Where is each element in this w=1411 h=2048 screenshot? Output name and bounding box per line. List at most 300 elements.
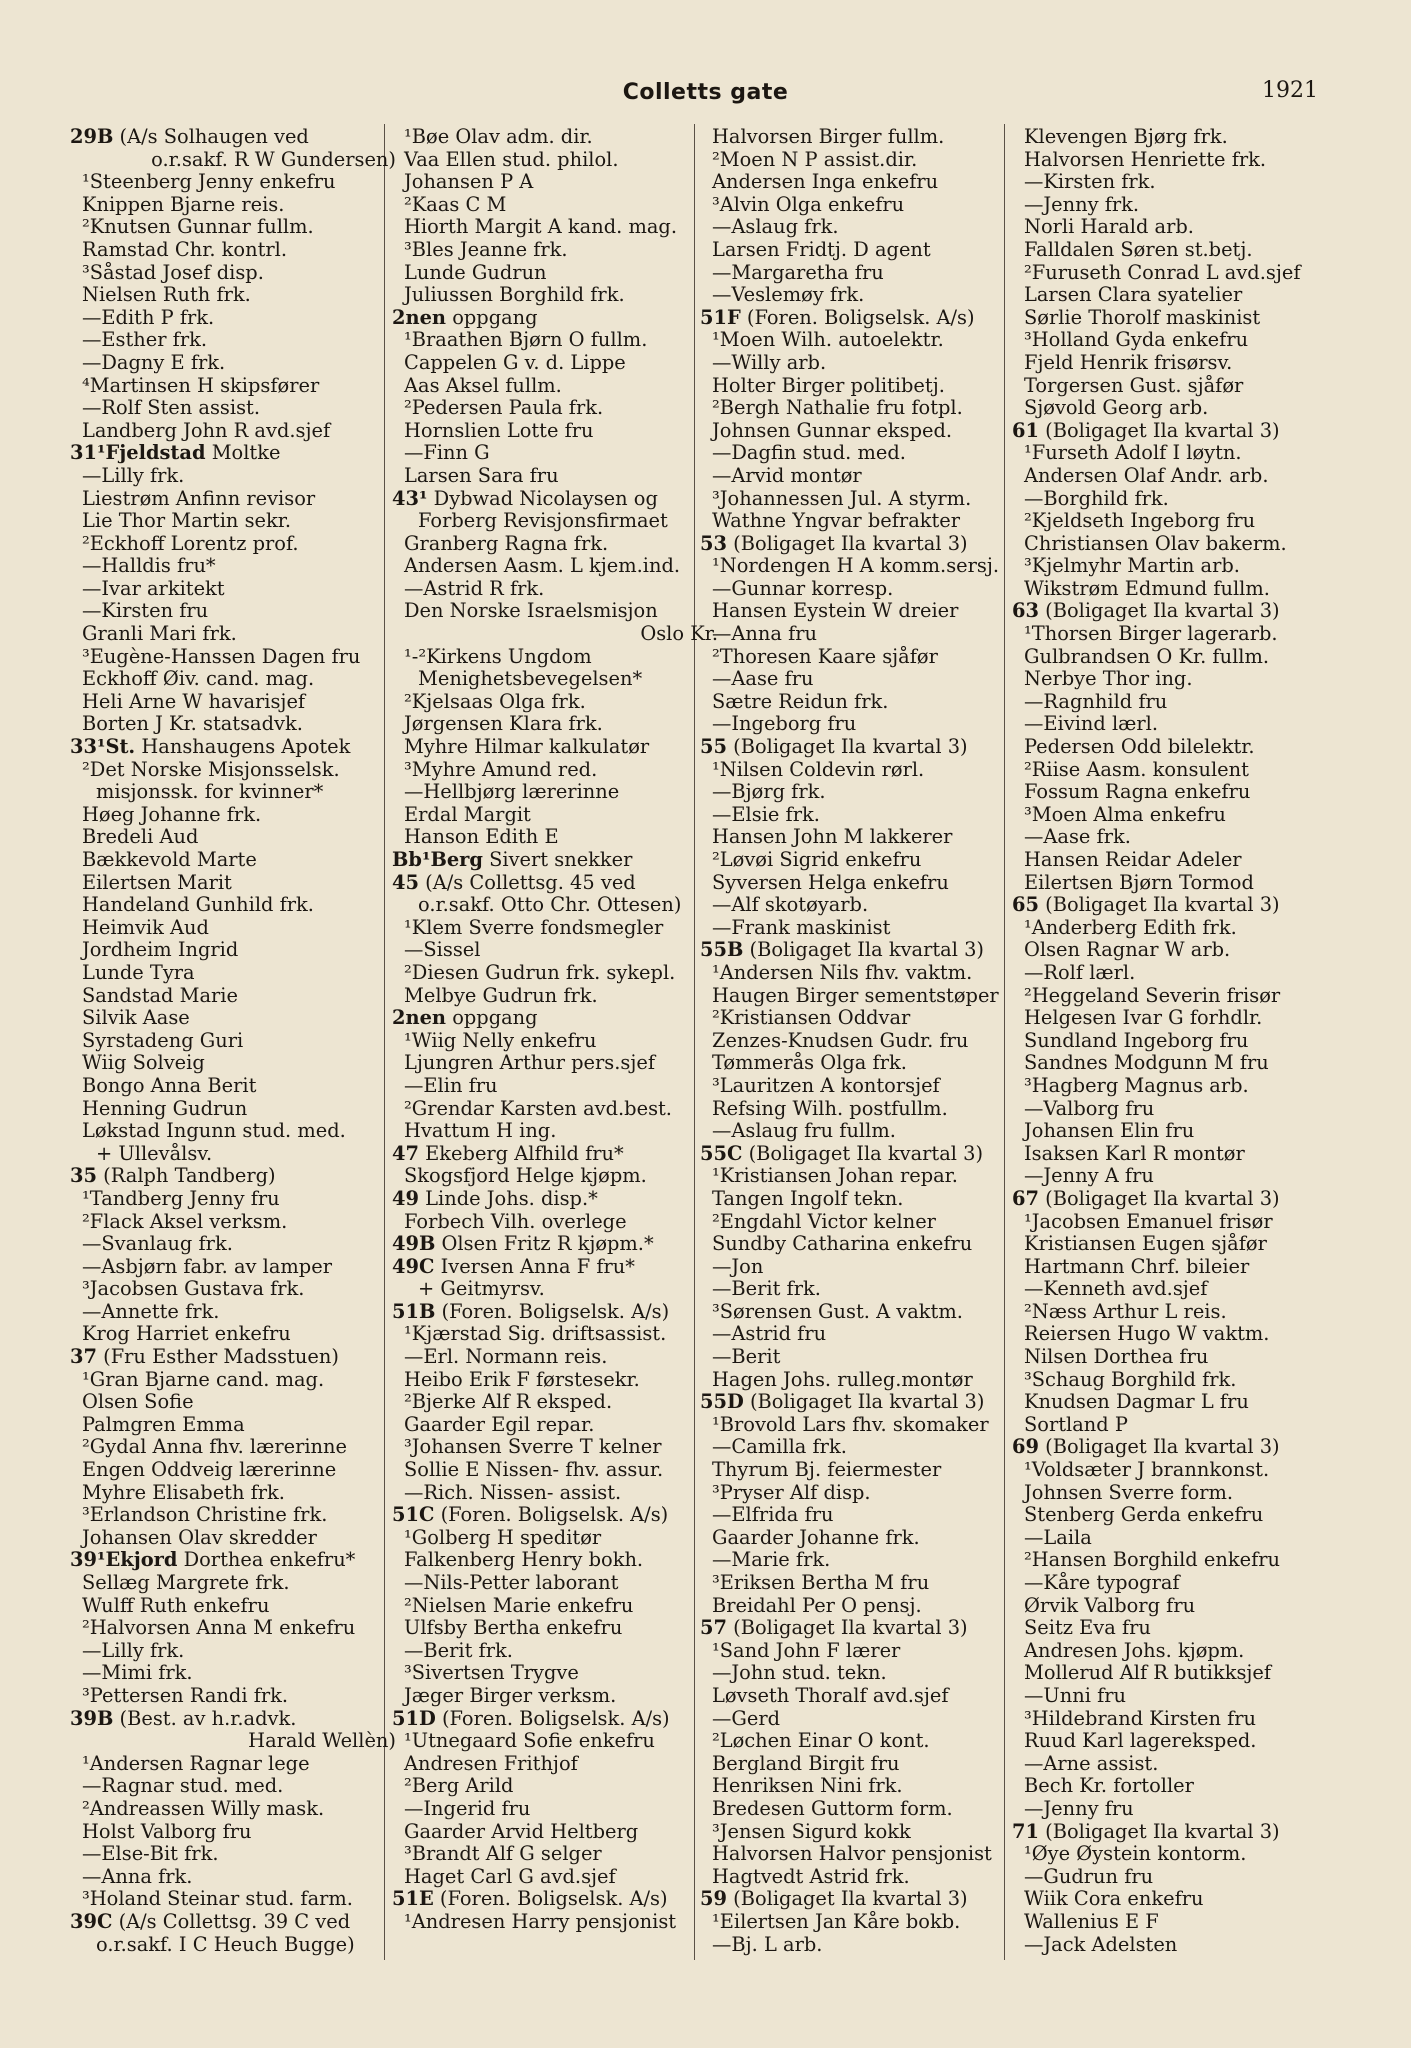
- directory-line: ²Pedersen Paula frk.: [404, 397, 604, 420]
- directory-line: ³Pettersen Randi frk.: [82, 1684, 289, 1707]
- directory-line: Mollerud Alf R butikksjef: [1024, 1662, 1272, 1685]
- directory-line: 55C (Boligaget Ila kvartal 3): [700, 1142, 984, 1165]
- directory-line: Hartmann Chrf. bileier: [1024, 1255, 1250, 1278]
- directory-line: —Valborg fru: [1024, 1097, 1155, 1120]
- directory-line: —Astrid fru: [712, 1323, 827, 1346]
- directory-line: 55 (Boligaget Ila kvartal 3): [700, 736, 968, 759]
- directory-line: Bech Kr. fortoller: [1024, 1775, 1194, 1798]
- directory-line: Bredesen Guttorm form.: [712, 1797, 953, 1820]
- directory-line: Jæger Birger verksm.: [404, 1684, 617, 1707]
- directory-line: Aas Aksel fullm.: [404, 374, 562, 397]
- directory-line: ²Diesen Gudrun frk. sykepl.: [404, 961, 676, 984]
- directory-line: Wathne Yngvar befrakter: [712, 510, 961, 533]
- directory-line: Forbech Vilh. overlege: [404, 1210, 627, 1233]
- directory-line: Melbye Gudrun frk.: [404, 984, 598, 1007]
- directory-line: Larsen Sara fru: [404, 464, 559, 487]
- directory-line: —Aslaug fru fullm.: [712, 1120, 896, 1143]
- directory-line: ²Moen N P assist.dir.: [712, 148, 918, 171]
- directory-line: —Jon: [712, 1255, 764, 1278]
- directory-line: ¹Thorsen Birger lagerarb.: [1024, 623, 1278, 646]
- directory-line: —Gunnar korresp.: [712, 577, 894, 600]
- directory-line: 49C Iversen Anna F fru*: [392, 1255, 635, 1278]
- directory-line: —Marie frk.: [712, 1549, 831, 1572]
- directory-line: Sundland Ingeborg fru: [1024, 1029, 1249, 1052]
- directory-line: Haget Carl G avd.sjef: [404, 1865, 616, 1888]
- directory-line: Tømmerås Olga frk.: [712, 1052, 907, 1075]
- directory-line: —Mimi frk.: [82, 1662, 193, 1685]
- directory-line: Ulfsby Bertha enkefru: [404, 1617, 623, 1640]
- directory-line: —Asbjørn fabr. av lamper: [82, 1255, 332, 1278]
- directory-line: Skogsfjord Helge kjøpm.: [404, 1165, 647, 1188]
- directory-line: Krog Harriet enkefru: [82, 1323, 291, 1346]
- directory-line: Lunde Gudrun: [404, 261, 547, 284]
- directory-line: ³Moen Alma enkefru: [1024, 803, 1226, 826]
- directory-line: ²Kjelsaas Olga frk.: [404, 690, 586, 713]
- directory-line: Erdal Margit: [404, 803, 531, 826]
- directory-line: ¹Anderberg Edith frk.: [1024, 916, 1237, 939]
- directory-line: ³Sivertsen Trygve: [404, 1662, 579, 1685]
- directory-line: —Ivar arkitekt: [82, 577, 225, 600]
- directory-line: 47 Ekeberg Alfhild fru*: [392, 1142, 624, 1165]
- directory-line: o.r.sakf. I C Heuch Bugge): [96, 1933, 355, 1956]
- directory-line: —Arne assist.: [1024, 1752, 1159, 1775]
- directory-line: ²Engdahl Victor kelner: [712, 1210, 936, 1233]
- directory-line: 31¹Fjeldstad Moltke: [70, 442, 281, 465]
- directory-line: 63 (Boligaget Ila kvartal 3): [1012, 600, 1280, 623]
- directory-line: ¹Wiig Nelly enkefru: [404, 1029, 597, 1052]
- directory-line: Larsen Fridtj. D agent: [712, 238, 931, 261]
- directory-line: ¹Steenberg Jenny enkefru: [82, 171, 336, 194]
- directory-line: Harald Wellèn): [248, 1730, 396, 1753]
- directory-line: ¹Sand John F lærer: [712, 1639, 901, 1662]
- directory-line: Gaarder Egil repar.: [404, 1413, 595, 1436]
- directory-line: 51D (Foren. Boligselsk. A/s): [392, 1707, 670, 1730]
- directory-line: —Jenny A fru: [1024, 1165, 1154, 1188]
- directory-line: ³Kjelmyhr Martin arb.: [1024, 555, 1240, 578]
- directory-line: + Ullevålsv.: [96, 1142, 213, 1165]
- directory-line: Falkenberg Henry bokh.: [404, 1549, 644, 1572]
- directory-line: Olsen Ragnar W arb.: [1024, 939, 1231, 962]
- directory-line: + Geitmyrsv.: [418, 1278, 545, 1301]
- directory-line: —Borghild frk.: [1024, 487, 1169, 510]
- directory-line: 2nen oppgang: [392, 1007, 538, 1030]
- directory-line: ²Løvøi Sigrid enkefru: [712, 849, 922, 871]
- directory-line: —Kåre typograf: [1024, 1572, 1180, 1594]
- directory-line: Lie Thor Martin sekr.: [82, 510, 292, 533]
- directory-line: ²Kjeldseth Ingeborg fru: [1024, 510, 1256, 533]
- directory-line: —Astrid R frk.: [404, 577, 545, 600]
- directory-line: Zenzes-Knudsen Gudr. fru: [712, 1029, 969, 1052]
- directory-line: 45 (A/s Collettsg. 45 ved: [392, 871, 636, 894]
- directory-line: —Dagfin stud. med.: [712, 442, 906, 465]
- directory-line: —Gerd: [712, 1707, 781, 1730]
- directory-line: —John stud. tekn.: [712, 1662, 887, 1685]
- directory-line: —Margaretha fru: [712, 261, 884, 284]
- directory-line: Sørlie Thorolf maskinist: [1024, 306, 1261, 329]
- directory-line: —Berit frk.: [712, 1278, 821, 1301]
- directory-line: Olsen Sofie: [82, 1391, 194, 1414]
- directory-line: Sjøvold Georg arb.: [1024, 397, 1209, 420]
- directory-line: 55B (Boligaget Ila kvartal 3): [700, 939, 984, 962]
- directory-line: ¹Voldsæter J brannkonst.: [1024, 1459, 1270, 1482]
- directory-line: ²Bergh Nathalie fru fotpl.: [712, 397, 963, 420]
- directory-line: ¹Andersen Ragnar lege: [82, 1752, 310, 1775]
- directory-line: ¹Utnegaard Sofie enkefru: [404, 1730, 655, 1753]
- directory-line: Gaarder Arvid Heltberg: [404, 1820, 639, 1843]
- directory-line: Pedersen Odd bilelektr.: [1024, 736, 1255, 759]
- directory-line: Løvseth Thoralf avd.sjef: [712, 1684, 949, 1707]
- directory-line: ³Holand Steinar stud. farm.: [82, 1888, 353, 1911]
- directory-line: ³Jensen Sigurd kokk: [712, 1820, 911, 1843]
- directory-line: —Kirsten fru: [82, 600, 209, 623]
- directory-line: Ørvik Valborg fru: [1024, 1594, 1196, 1617]
- directory-line: Thyrum Bj. feiermester: [712, 1459, 942, 1482]
- directory-line: ³Sørensen Gust. A vaktm.: [712, 1300, 963, 1323]
- directory-line: ³Alvin Olga enkefru: [712, 193, 905, 216]
- directory-line: Ljungren Arthur pers.sjef: [404, 1052, 656, 1075]
- directory-line: —Laila: [1024, 1526, 1092, 1549]
- directory-line: Syversen Helga enkefru: [712, 871, 949, 894]
- directory-line: —Jenny fru: [1024, 1797, 1134, 1820]
- directory-line: ²Grendar Karsten avd.best.: [404, 1097, 672, 1120]
- directory-line: Halvorsen Halvor pensjonist: [712, 1843, 992, 1866]
- directory-line: Seitz Eva fru: [1024, 1617, 1151, 1640]
- directory-line: 71 (Boligaget Ila kvartal 3): [1012, 1820, 1280, 1843]
- directory-line: —Esther frk.: [82, 329, 208, 352]
- directory-line: Kristiansen Eugen sjåfør: [1024, 1233, 1267, 1256]
- directory-line: —Finn G: [404, 442, 490, 465]
- directory-line: —Jack Adelsten: [1024, 1933, 1178, 1956]
- directory-line: Reiersen Hugo W vaktm.: [1024, 1323, 1270, 1346]
- directory-line: 65 (Boligaget Ila kvartal 3): [1012, 894, 1280, 917]
- directory-line: o.r.sakf. Otto Chr. Ottesen): [418, 894, 682, 917]
- directory-line: ¹Øye Øystein kontorm.: [1024, 1843, 1247, 1866]
- directory-line: Andersen Inga enkefru: [712, 171, 939, 194]
- page-number: 1921: [1262, 78, 1318, 103]
- directory-line: ²Halvorsen Anna M enkefru: [82, 1617, 356, 1640]
- directory-line: —Eivind lærl.: [1024, 713, 1159, 736]
- directory-line: Oslo Kr.: [640, 623, 718, 646]
- directory-line: Syrstadeng Guri: [82, 1029, 244, 1052]
- directory-line: Liestrøm Anfinn revisor: [82, 487, 316, 510]
- directory-line: ¹Furseth Adolf I løytn.: [1024, 442, 1242, 465]
- directory-line: Fjeld Henrik frisørsv.: [1024, 351, 1233, 374]
- directory-line: —Anna fru: [712, 623, 818, 646]
- directory-line: Bb¹Berg Sivert snekker: [392, 849, 633, 871]
- directory-line: ¹Brovold Lars fhv. skomaker: [712, 1413, 989, 1436]
- directory-line: ²Andreassen Willy mask.: [82, 1797, 325, 1820]
- directory-line: —Elsie frk.: [712, 803, 820, 826]
- directory-line: Hansen Reidar Adeler: [1024, 849, 1242, 871]
- directory-line: 39C (A/s Collettsg. 39 C ved: [70, 1910, 351, 1933]
- directory-line: —Aase fru: [712, 668, 814, 691]
- directory-line: Wallenius E F: [1024, 1910, 1159, 1933]
- directory-line: —Arvid montør: [712, 464, 862, 487]
- directory-line: Wulff Ruth enkefru: [82, 1594, 270, 1617]
- directory-line: Haugen Birger sementstøper: [712, 984, 999, 1007]
- directory-line: —Berit: [712, 1346, 781, 1369]
- directory-line: Granli Mari frk.: [82, 623, 237, 646]
- directory-line: ²Gydal Anna fhv. lærerinne: [82, 1436, 348, 1459]
- directory-line: Knudsen Dagmar L fru: [1024, 1391, 1249, 1414]
- directory-line: 37 (Fru Esther Madsstuen): [70, 1346, 339, 1369]
- directory-line: —Else-Bit frk.: [82, 1843, 219, 1866]
- directory-line: Henriksen Nini frk.: [712, 1775, 903, 1798]
- directory-line: —Dagny E frk.: [82, 351, 226, 374]
- directory-line: Nielsen Ruth frk.: [82, 284, 251, 307]
- directory-line: Menighetsbevegelsen*: [418, 668, 643, 691]
- directory-line: Bredeli Aud: [82, 826, 199, 849]
- directory-line: —Camilla frk.: [712, 1436, 847, 1459]
- directory-line: —Halldis fru*: [82, 555, 216, 578]
- directory-line: Lunde Tyra: [82, 961, 195, 984]
- directory-line: Halvorsen Henriette frk.: [1024, 148, 1267, 171]
- directory-line: ³Hildebrand Kirsten fru: [1024, 1707, 1257, 1730]
- column-1: [70, 126, 400, 1956]
- directory-line: —Berit frk.: [404, 1639, 513, 1662]
- directory-line: ³Holland Gyda enkefru: [1024, 329, 1249, 352]
- directory-line: ²Bjerke Alf R eksped.: [404, 1391, 613, 1414]
- directory-line: Gaarder Johanne frk.: [712, 1526, 920, 1549]
- directory-line: Bongo Anna Berit: [82, 1074, 257, 1097]
- directory-line: Sellæg Margrete frk.: [82, 1572, 290, 1594]
- directory-line: Heimvik Aud: [82, 916, 209, 939]
- directory-line: 51C (Foren. Boligselsk. A/s): [392, 1504, 669, 1527]
- directory-line: ²Nielsen Marie enkefru: [404, 1594, 634, 1617]
- directory-line: ²Heggeland Severin frisør: [1024, 984, 1281, 1007]
- directory-line: 39B (Best. av h.r.advk.: [70, 1707, 297, 1730]
- directory-line: —Aslaug frk.: [712, 216, 839, 239]
- directory-line: Forberg Revisjonsfirmaet: [418, 510, 668, 533]
- directory-line: Hornslien Lotte fru: [404, 419, 594, 442]
- directory-line: Palmgren Emma: [82, 1413, 245, 1436]
- directory-line: ²Kaas C M: [404, 193, 507, 216]
- directory-line: 29B (A/s Solhaugen ved: [70, 126, 309, 148]
- directory-line: Isaksen Karl R montør: [1024, 1142, 1245, 1165]
- directory-line: 35 (Ralph Tandberg): [70, 1165, 276, 1188]
- directory-line: Cappelen G v. d. Lippe: [404, 351, 626, 374]
- directory-line: ¹Andresen Harry pensjonist: [404, 1910, 677, 1933]
- directory-line: Høeg Johanne frk.: [82, 803, 262, 826]
- directory-line: Andersen Olaf Andr. arb.: [1024, 464, 1269, 487]
- directory-line: —Ragnhild fru: [1024, 690, 1168, 713]
- directory-line: Hansen John M lakkerer: [712, 826, 953, 849]
- directory-line: Andersen Aasm. L kjem.ind.: [404, 555, 681, 578]
- directory-line: 59 (Boligaget Ila kvartal 3): [700, 1888, 968, 1911]
- column-2: [392, 126, 722, 1934]
- column-4: [1012, 126, 1342, 1956]
- directory-line: —Rolf Sten assist.: [82, 397, 260, 420]
- directory-line: 55D (Boligaget Ila kvartal 3): [700, 1391, 985, 1414]
- directory-line: ²Eckhoff Lorentz prof.: [82, 532, 299, 555]
- directory-line: ²Løchen Einar O kont.: [712, 1730, 930, 1753]
- directory-line: Vaa Ellen stud. philol.: [404, 148, 619, 171]
- directory-line: Jordheim Ingrid: [82, 939, 239, 962]
- directory-line: 61 (Boligaget Ila kvartal 3): [1012, 419, 1280, 442]
- directory-line: ²Berg Arild: [404, 1775, 514, 1798]
- directory-line: —Svanlaug frk.: [82, 1233, 233, 1256]
- directory-line: Halvorsen Birger fullm.: [712, 126, 945, 148]
- directory-line: ¹Eilertsen Jan Kåre bokb.: [712, 1910, 961, 1933]
- directory-line: Johansen P A: [404, 171, 534, 194]
- directory-line: o.r.sakf. R W Gundersen): [151, 148, 396, 171]
- directory-line: ¹Bøe Olav adm. dir.: [404, 126, 593, 148]
- directory-line: 57 (Boligaget Ila kvartal 3): [700, 1617, 968, 1640]
- directory-line: Refsing Wilh. postfullm.: [712, 1097, 948, 1120]
- directory-line: Borten J Kr. statsadvk.: [82, 713, 303, 736]
- directory-line: ¹Andersen Nils fhv. vaktm.: [712, 961, 973, 984]
- directory-line: —Ingerid fru: [404, 1797, 531, 1820]
- directory-line: Jørgensen Klara frk.: [404, 713, 603, 736]
- directory-line: Juliussen Borghild frk.: [404, 284, 625, 307]
- directory-line: ²Flack Aksel verksm.: [82, 1210, 288, 1233]
- directory-line: Eckhoff Øiv. cand. mag.: [82, 668, 315, 691]
- directory-line: 51B (Foren. Boligselsk. A/s): [392, 1300, 670, 1323]
- directory-line: ³Erlandson Christine frk.: [82, 1504, 328, 1527]
- directory-line: Hanson Edith E: [404, 826, 559, 849]
- directory-line: Gulbrandsen O Kr. fullm.: [1024, 645, 1270, 668]
- directory-line: 53 (Boligaget Ila kvartal 3): [700, 532, 968, 555]
- directory-line: ¹Nordengen H A komm.sersj.: [712, 555, 1000, 578]
- directory-line: ²Hansen Borghild enkefru: [1024, 1549, 1281, 1572]
- directory-line: Sundby Catharina enkefru: [712, 1233, 973, 1256]
- directory-line: Christiansen Olav bakerm.: [1024, 532, 1287, 555]
- directory-line: Silvik Aase: [82, 1007, 190, 1030]
- directory-line: 49 Linde Johs. disp.*: [392, 1187, 598, 1210]
- directory-line: Hiorth Margit A kand. mag.: [404, 216, 677, 239]
- directory-line: —Sissel: [404, 939, 481, 962]
- directory-line: —Bj. L arb.: [712, 1933, 823, 1956]
- directory-line: —Bjørg frk.: [712, 781, 826, 804]
- directory-line: ²Riise Aasm. konsulent: [1024, 758, 1249, 781]
- directory-line: —Kenneth avd.sjef: [1024, 1278, 1208, 1301]
- directory-line: —Nils-Petter laborant: [404, 1572, 619, 1594]
- directory-line: Johnsen Gunnar eksped.: [712, 419, 953, 442]
- directory-line: ²Furuseth Conrad L avd.sjef: [1024, 261, 1301, 284]
- directory-line: 49B Olsen Fritz R kjøpm.*: [392, 1233, 654, 1256]
- directory-line: Sætre Reidun frk.: [712, 690, 889, 713]
- directory-line: Eilertsen Bjørn Tormod: [1024, 871, 1254, 894]
- directory-line: —Annette frk.: [82, 1300, 220, 1323]
- directory-line: ³Schaug Borghild frk.: [1024, 1368, 1237, 1391]
- directory-line: Johansen Olav skredder: [82, 1526, 317, 1549]
- directory-line: ³Brandt Alf G selger: [404, 1843, 602, 1866]
- directory-line: —Veslemøy frk.: [712, 284, 865, 307]
- directory-line: ³Eriksen Bertha M fru: [712, 1572, 930, 1594]
- page-title: Colletts gate: [622, 80, 789, 105]
- directory-line: ¹Kristiansen Johan repar.: [712, 1165, 958, 1188]
- directory-line: Johansen Elin fru: [1024, 1120, 1195, 1143]
- directory-line: —Aase frk.: [1024, 826, 1131, 849]
- column-3: [700, 126, 1030, 1956]
- directory-line: ²Kristiansen Oddvar: [712, 1007, 911, 1030]
- directory-line: ¹Tandberg Jenny fru: [82, 1187, 280, 1210]
- directory-line: ²Det Norske Misjonsselsk.: [82, 758, 340, 781]
- directory-line: 69 (Boligaget Ila kvartal 3): [1012, 1436, 1280, 1459]
- directory-line: ¹Nilsen Coldevin rørl.: [712, 758, 925, 781]
- directory-line: Holter Birger politibetj.: [712, 374, 945, 397]
- directory-line: Myhre Hilmar kalkulatør: [404, 736, 650, 759]
- directory-line: —Erl. Normann reis.: [404, 1346, 608, 1369]
- directory-line: ³Johansen Sverre T kelner: [404, 1436, 662, 1459]
- directory-line: —Willy arb.: [712, 351, 827, 374]
- directory-line: Andresen Frithjof: [404, 1752, 578, 1775]
- directory-line: Bækkevold Marte: [82, 849, 257, 871]
- directory-line: —Hellbjørg lærerinne: [404, 781, 620, 804]
- directory-line: Sollie E Nissen- fhv. assur.: [404, 1459, 664, 1482]
- directory-line: 39¹Ekjord Dorthea enkefru*: [70, 1549, 356, 1572]
- directory-line: Hansen Eystein W dreier: [712, 600, 959, 623]
- directory-line: Helgesen Ivar G forhdlr.: [1024, 1007, 1263, 1030]
- directory-line: Falldalen Søren st.betj.: [1024, 238, 1253, 261]
- directory-line: ²Næss Arthur L reis.: [1024, 1300, 1227, 1323]
- directory-line: Larsen Clara syatelier: [1024, 284, 1243, 307]
- directory-line: Landberg John R avd.sjef: [82, 419, 331, 442]
- directory-line: ¹Kjærstad Sig. driftsassist.: [404, 1323, 667, 1346]
- directory-line: Engen Oddveig lærerinne: [82, 1459, 337, 1482]
- directory-line: Andresen Johs. kjøpm.: [1024, 1639, 1245, 1662]
- directory-line: Stenberg Gerda enkefru: [1024, 1504, 1264, 1527]
- directory-line: Handeland Gunhild frk.: [82, 894, 314, 917]
- directory-line: —Elin fru: [404, 1074, 498, 1097]
- directory-line: Holst Valborg fru: [82, 1820, 252, 1843]
- directory-line: ²Knutsen Gunnar fullm.: [82, 216, 314, 239]
- directory-line: Sandnes Modgunn M fru: [1024, 1052, 1269, 1075]
- directory-line: —Alf skotøyarb.: [712, 894, 869, 917]
- directory-line: Nilsen Dorthea fru: [1024, 1346, 1209, 1369]
- directory-line: 33¹St. Hanshaugens Apotek: [70, 736, 351, 759]
- directory-line: Nerbye Thor ing.: [1024, 668, 1193, 691]
- directory-line: —Ragnar stud. med.: [82, 1775, 284, 1798]
- directory-line: Sandstad Marie: [82, 984, 238, 1007]
- directory-line: Granberg Ragna frk.: [404, 532, 609, 555]
- directory-line: —Elfrida fru: [712, 1504, 834, 1527]
- directory-line: 43¹ Dybwad Nicolaysen og: [392, 487, 658, 510]
- directory-line: —Lilly frk.: [82, 1639, 185, 1662]
- directory-line: 2nen oppgang: [392, 306, 538, 329]
- directory-line: Heibo Erik F førstesekr.: [404, 1368, 640, 1391]
- directory-line: ¹Moen Wilh. autoelektr.: [712, 329, 944, 352]
- directory-line: Breidahl Per O pensj.: [712, 1594, 922, 1617]
- directory-line: ³Johannessen Jul. A styrm.: [712, 487, 972, 510]
- directory-line: —Jenny frk.: [1024, 193, 1140, 216]
- directory-line: ³Såstad Josef disp.: [82, 261, 264, 284]
- directory-line: Ruud Karl lagereksped.: [1024, 1730, 1257, 1753]
- directory-line: ¹Braathen Bjørn O fullm.: [404, 329, 648, 352]
- directory-line: ³Hagberg Magnus arb.: [1024, 1074, 1249, 1097]
- directory-line: —Rolf lærl.: [1024, 961, 1136, 984]
- directory-line: —Gudrun fru: [1024, 1865, 1154, 1888]
- directory-line: ¹Golberg H speditør: [404, 1526, 602, 1549]
- directory-line: ²Thoresen Kaare sjåfør: [712, 645, 938, 668]
- directory-line: Wikstrøm Edmund fullm.: [1024, 577, 1270, 600]
- directory-line: —Lilly frk.: [82, 464, 185, 487]
- directory-line: ¹Jacobsen Emanuel frisør: [1024, 1210, 1273, 1233]
- directory-line: ¹Gran Bjarne cand. mag.: [82, 1368, 325, 1391]
- directory-line: Tangen Ingolf tekn.: [712, 1187, 904, 1210]
- directory-line: —Anna frk.: [82, 1865, 193, 1888]
- directory-line: ³Pryser Alf disp.: [712, 1481, 871, 1504]
- directory-line: 67 (Boligaget Ila kvartal 3): [1012, 1187, 1280, 1210]
- directory-line: Heli Arne W havarisjef: [82, 690, 306, 713]
- directory-line: Sortland P: [1024, 1413, 1128, 1436]
- directory-line: ⁴Martinsen H skipsfører: [82, 374, 320, 397]
- directory-line: —Frank maskinist: [712, 916, 891, 939]
- directory-line: ³Eugène-Hanssen Dagen fru: [82, 645, 361, 668]
- directory-line: ¹-²Kirkens Ungdom: [404, 645, 592, 668]
- directory-line: —Rich. Nissen- assist.: [404, 1481, 622, 1504]
- directory-line: Wiik Cora enkefru: [1024, 1888, 1204, 1911]
